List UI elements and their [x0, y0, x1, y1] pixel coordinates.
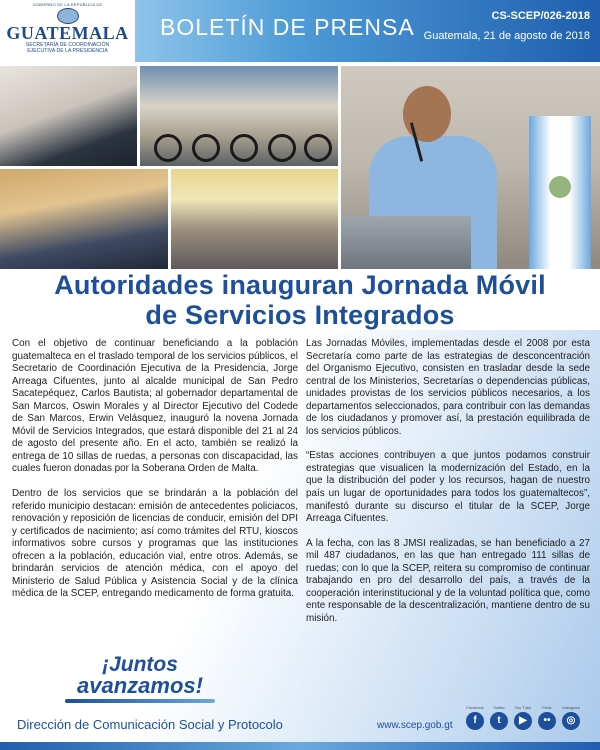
logo-sub-2: EJECUTIVA DE LA PRESIDENCIA [27, 48, 108, 54]
headline-line-1: Autoridades inauguran Jornada Móvil [54, 270, 546, 300]
slogan-underline [65, 699, 215, 703]
slogan-line-2: avanzamos! [77, 673, 203, 698]
photo-wheelchair-recipients [0, 169, 168, 269]
slogan [55, 655, 225, 703]
article-left-column [12, 338, 298, 613]
title-banner [135, 0, 600, 62]
youtube-icon[interactable]: ▶ [514, 712, 532, 730]
wheelchair-icon [154, 134, 182, 162]
instagram-icon[interactable]: ◎ [562, 712, 580, 730]
bottom-bar [0, 742, 600, 750]
social-instagram[interactable] [558, 704, 584, 730]
article-paragraph: Con el objetivo de continuar beneficiando a la población guatemalteca en el traslado temporal de los servicios públicos, el Secretario de Coordinación Ejecutiva de la Presidencia, Jorge Arreaga Cifuentes, junto al alcalde municipal de San Pedro Sacatepéquez, Carlos Bautista; al gobernador departamental de San Marcos, Oswin Morales y al Director Ejecutivo del Codede de San Marcos, Erwin Velásquez, inauguró la novena Jornada Móvil de Servicios Integrados, que estará disponible del 21 al 24 de agosto del presente año. En el acto, también se realizó la entrega de 10 sillas de ruedas, a personas con discapacidad, las cuales fueron donadas por la Soberana Orden de Malta. [12, 338, 298, 475]
social-label: Facebook [466, 705, 484, 710]
bulletin-code: CS-SCEP/026-2018 [491, 10, 590, 22]
headline-line-2: de Servicios Integrados [145, 300, 455, 330]
social-links [462, 704, 592, 738]
article-paragraph: A la fecha, con las 8 JMSI realizadas, se han beneficiado a 27 mil 487 ciudadanos, en las que han entregado 111 sillas de ruedas; con lo que la SCEP, reitera su compromiso de continuar trabajando en pro del desarrollo del país, a través de la cooperación interinstitucional y de la voluntad política que, como ente responsable de la descentralización, mantiene dentro de su misión. [306, 537, 590, 624]
social-facebook[interactable] [462, 704, 488, 730]
article-right-column [306, 338, 590, 637]
logo-country: GUATEMALA [6, 23, 129, 43]
wheelchair-icon [230, 134, 258, 162]
facebook-icon[interactable]: f [466, 712, 484, 730]
article-paragraph: Las Jornadas Móviles, implementadas desde el 2008 por esta Secretaría como parte de las estrategias de desconcentración del Organismo Ejecutivo, consisten en trasladar desde la sede central de los Ministerios, Secretarías o dependencias públicas, unidades provistas de los servicios públicos necesarios, a los departamentos seleccionados, para contribuir con las demandas de los ciudadanos y promover así, la prestación equilibrada de los servicios públicos. [306, 338, 590, 437]
social-youtube[interactable] [510, 704, 536, 730]
social-flickr[interactable] [534, 704, 560, 730]
twitter-icon[interactable]: t [490, 712, 508, 730]
bulletin-date: Guatemala, 21 de agosto de 2018 [423, 30, 590, 42]
flag-emblem-icon [549, 176, 571, 198]
podium [341, 216, 471, 269]
wheelchair-icon [268, 134, 296, 162]
bulletin-title: BOLETÍN DE PRENSA [160, 14, 415, 40]
social-label: Twitter [493, 705, 505, 710]
slogan-line-1: ¡Juntos [102, 653, 178, 676]
flickr-icon[interactable]: •• [538, 712, 556, 730]
header [0, 0, 600, 62]
social-label: Flickr [542, 705, 552, 710]
coat-of-arms-icon [57, 8, 79, 24]
website-link[interactable]: www.scep.gob.gt [377, 720, 453, 731]
guatemala-flag [529, 116, 591, 269]
social-label: Instagram [562, 705, 580, 710]
government-logo [0, 0, 135, 62]
headline [0, 270, 600, 330]
department-name: Dirección de Comunicación Social y Protocolo [17, 717, 283, 732]
photo-wheelchair-donation [140, 66, 338, 166]
speaker-head [403, 86, 451, 142]
social-label: You Tube [514, 705, 532, 710]
photo-service-desks [0, 66, 137, 166]
article-paragraph: “Estas acciones contribuyen a que juntos podamos construir estrategias que visualicen la modernización del Estado, en la que la distribución del poder y los recursos, hagan de nuestro país un lugar de oportunidades para todos los guatemaltecos”, manifestó durante su discurso el titular de la SCEP, Jorge Arreaga Cifuentes. [306, 450, 590, 525]
wheelchair-icon [304, 134, 332, 162]
photo-citizens-queue [171, 169, 338, 269]
logo-government-text: GOBIERNO DE LA REPÚBLICA DE [32, 2, 103, 7]
photo-speaker-at-podium [341, 66, 600, 269]
social-twitter[interactable] [486, 704, 512, 730]
logo-sub-1: SECRETARÍA DE COORDINACIÓN [25, 42, 110, 48]
article-paragraph: Dentro de los servicios que se brindarán a la población del referido municipio destacan: emisión de antecedentes policiacos, renovación y reposición de licencias de conducir, emisión del DPI y certificados de nacimiento; así como trámites del RTU, kioscos informativos sobre cursos y programas que las instituciones ofrecen a la población, educación vial, entre otros. Además, se brindarán servicios de atención médica, con el apoyo del Ministerio de Salud Pública y Asistencia Social y de la clínica médica de la SCEP, entregando medicamento de forma gratuita. [12, 488, 298, 600]
wheelchair-icon [192, 134, 220, 162]
